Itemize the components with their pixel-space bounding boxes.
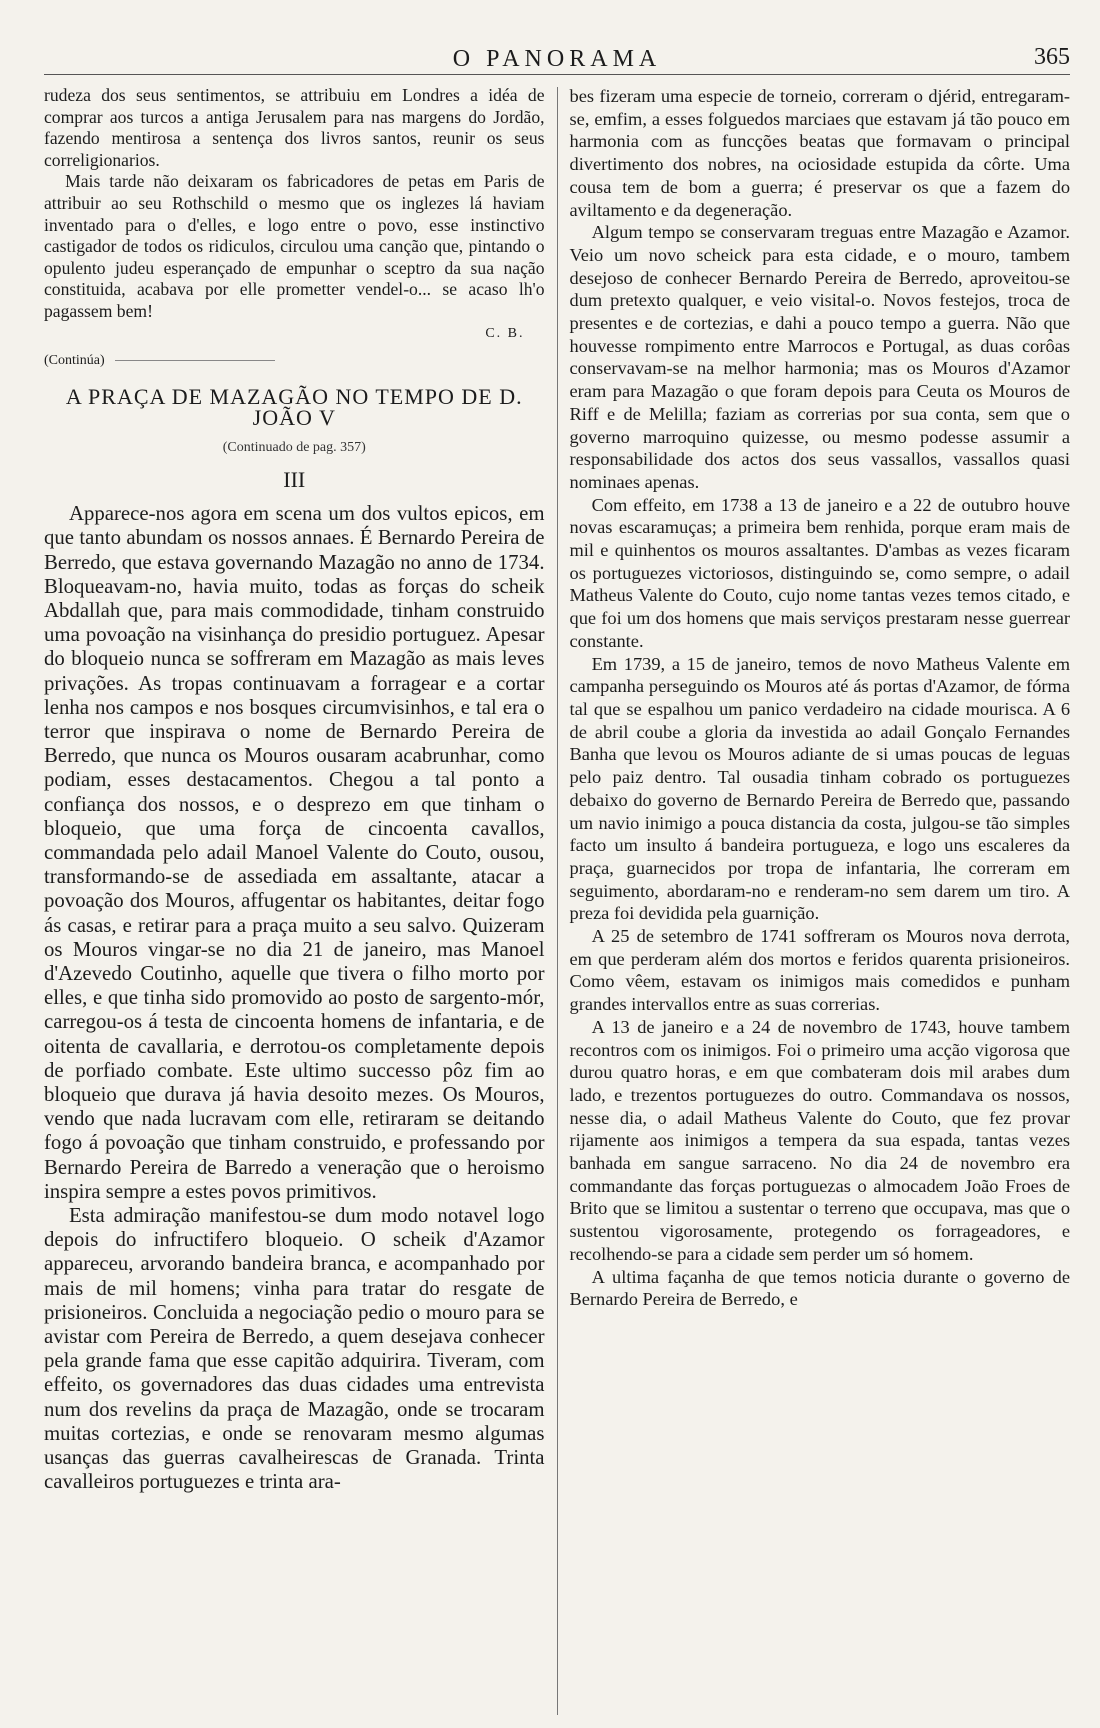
page-header xyxy=(44,40,1070,75)
article-title: A PRAÇA DE MAZAGÃO NO TEMPO DE D. JOÃO V xyxy=(65,383,523,431)
article-paragraph: Esta admiração manifestou-se dum modo notavel logo depois do infructifero bloqueio. O scheik d'Azamor appareceu, arvorando bandeira branca, e acompanhado por mais de mil homens; vinha para tratar do resgate de prisioneiros. Concluida a negociação pedio o mouro para se avistar com Pereira de Berredo, a quem desejava conhecer pela grande fama que esse capitão adquirira. Tiveram, com effeito, os governadores das duas cidades uma entrevista num dos revelins da praça de Mazagão, onde se trocaram muitas cortezias, e onde se renovaram mesmo algumas usanças das guerras cavalheirescas de Granada. Trinta cavalleiros portuguezes e trinta ara- xyxy=(44,1203,545,1494)
running-head: O PANORAMA xyxy=(452,46,662,72)
article-paragraph: A ultima façanha de que temos noticia durante o governo de Bernardo Pereira de Berredo, e xyxy=(569,1266,1071,1310)
continued-paragraph: rudeza dos seus sentimentos, se attribuiu em Londres a idéa de comprar aos turcos a antiga Jerusalem para nas margens do Jordão, fazendo mentirosa a sentença dos livros santos, reunir os seus correligionarios. xyxy=(44,85,545,170)
signature-line xyxy=(44,323,545,345)
article-paragraph: Em 1739, a 15 de janeiro, temos de novo Matheus Valente em campanha perseguindo os Mouros até ás portas d'Azamor, de fórma tal que se espalhou um panico verdadeiro na cidade mourisca. A 6 de abril coube a gloria da investida ao adail Gonçalo Fernandes Banha que levou os Mouros adiante de si umas poucas de leguas pelo paiz dentro. Tal ousadia tinham cobrado os portuguezes debaixo do governo de Bernardo Pereira de Berredo que, passando um navio inimigo a pouca distancia da costa, julgou-se tão simples facto um insulto á bandeira portugueza, e logo uns escaleres da praça, guarnecidos por tropa de infantaria, lhe correram em seguimento, abordaram-no e renderam-no sem darem um tiro. A preza foi devidida pela guarnição. xyxy=(569,653,1071,924)
continua-note xyxy=(44,350,545,372)
article-paragraph: A 13 de janeiro e a 24 de novembro de 1743, houve tambem recontros com os inimigos. Foi o primeiro uma acção vigorosa que durou quatro horas, e em que combateram dois mil arabes dum lado, e trezentos portuguezes do outro. Commandava os nossos, nesse dia, o adail Matheus Valente do Couto, que fez provar rijamente aos inimigos a tempera da sua espada, tantas vezes banhada em sangue sarraceno. No dia 24 de novembro era commandante das forças portuguezas o almocadem João Froes de Brito que se limitou a sustentar o terreno que occupava, mas que o sustentou vigorosamente, protegendo os forrageadores, e recolhendo-se para a cidade sem perder um só homem. xyxy=(569,1016,1071,1264)
continued-paragraph: Mais tarde não deixaram os fabricadores de petas em Paris de attribuir ao seu Rothschild o mesmo que os inglezes lá haviam inventado para o d'elles, e logo entre o povo, esse instinctivo castigador de todos os ridiculos, circulou uma canção que, pintando o opulento judeu esperançado de empunhar o sceptro da sua nação constituida, acabava por elle prometter vendel-o... se acaso lh'o pagassem bem! xyxy=(44,171,545,321)
continua-text: (Continúa) xyxy=(44,353,105,369)
article-paragraph: A 25 de setembro de 1741 soffreram os Mouros nova derrota, em que perderam além dos mortos e feridos quarenta prisioneiros. Como vêem, estavam os inimigos mais comedidos e punham grandes intervallos entre as suas correrias. xyxy=(569,926,1071,1015)
text-columns xyxy=(44,85,1070,1715)
right-column xyxy=(558,85,1071,1715)
page-number: 365 xyxy=(1034,44,1070,70)
article-subtitle: (Continuado de pag. 357) xyxy=(222,439,366,455)
article-paragraph: bes fizeram uma especie de torneio, correram o djérid, entregaram-se, emfim, a esses folguedos marciaes que estavam já tão pouco em harmonia com as funcções beatas que formavam o principal divertimento dos nobres, na ociosidade estupida da côrte. Uma cousa tem de bom a guerra; é preservar os que a fazem do aviltamento e da degeneração. xyxy=(569,86,1071,220)
article-paragraph: Com effeito, em 1738 a 13 de janeiro e a 22 de outubro houve novas escaramuças; a primeira bem renhida, porque eram mais de mil e quinhentos os mouros assaltantes. D'ambas as vezes ficaram os portuguezes victoriosos, distinguindo se, como sempre, o adail Matheus Valente do Couto, cujo nome tantas vezes temos citado, e que foi um dos homens que mais serviços prestaram nesse guerrear constante. xyxy=(569,494,1071,651)
article-paragraph: Apparece-nos agora em scena um dos vultos epicos, em que tanto abundam os nossos annaes. É Bernardo Pereira de Berredo, que estava governando Mazagão no anno de 1734. Bloqueavam-no, havia muito, todas as forças do scheik Abdallah que, para mais commodidade, tinham construido uma povoação na visinhança do presidio portuguez. Apesar do bloqueio nunca se soffreram em Mazagão as mais leves privações. As tropas continuavam a forragear e a cortar lenha nos campos e nos bosques circumvisinhos, e tal era o terror que inspirava o nome de Bernardo Pereira de Berredo, que nunca os Mouros ousaram acabrunhar, como podiam, esses destacamentos. Chegou a tal ponto a confiança dos nossos, e o desprezo em que tinham o bloqueio, que uma força de cincoenta cavallos, commandada pelo adail Manoel Valente do Couto, ousou, transformando-se de assediada em assaltante, atacar a povoação dos Mouros, affugentar os habitantes, deitar fogo ás casas, e retirar para a praça muito a seu salvo. Quizeram os Mouros vingar-se no dia 21 de janeiro, mas Manoel d'Azevedo Coutinho, aquelle que tivera o filho morto por elles, e que tinha sido promovido ao posto de sargento-mór, carregou-os á testa de cincoenta homens de infantaria, e de oitenta de cavallaria, e derrotou-os completamente depois de porfiado combate. Este ultimo successo pôz fim ao bloqueio que durava já havia desoito mezes. Os Mouros, vendo que nada lucravam com elle, retiraram se deitando fogo á povoação que tinham construido, e professando por Bernardo Pereira de Barredo a veneração que o heroismo inspira sempre a estes povos primitivos. xyxy=(44,502,545,1203)
article-paragraph: Algum tempo se conservaram treguas entre Mazagão e Azamor. Veio um novo scheick para esta cidade, e o mouro, tambem desejoso de conhecer Bernardo Pereira de Berredo, aproveitou-se dum pretexto qualquer, e veio visital-o. Novos festejos, troca de presentes e de cortezias, e dahi a pouco tempo a guerra. Não que houvesse rompimento entre Marrocos e Portugal, as duas corôas conservavam-se na melhor harmonia; mas os Mouros d'Azamor eram para Mazagão o que foram depois para Ceuta os Mouros de Riff e de Melilla; faziam as correrias por sua conta, sem que o governo marroquino quizesse, ou mesmo podesse assumir a responsabilidade dos actos dos seus vassallos, vassallos quasi nominaes apenas. xyxy=(569,222,1071,492)
author-initials: C. B. xyxy=(485,325,525,341)
section-number: III xyxy=(283,466,306,492)
left-column xyxy=(44,85,557,1715)
